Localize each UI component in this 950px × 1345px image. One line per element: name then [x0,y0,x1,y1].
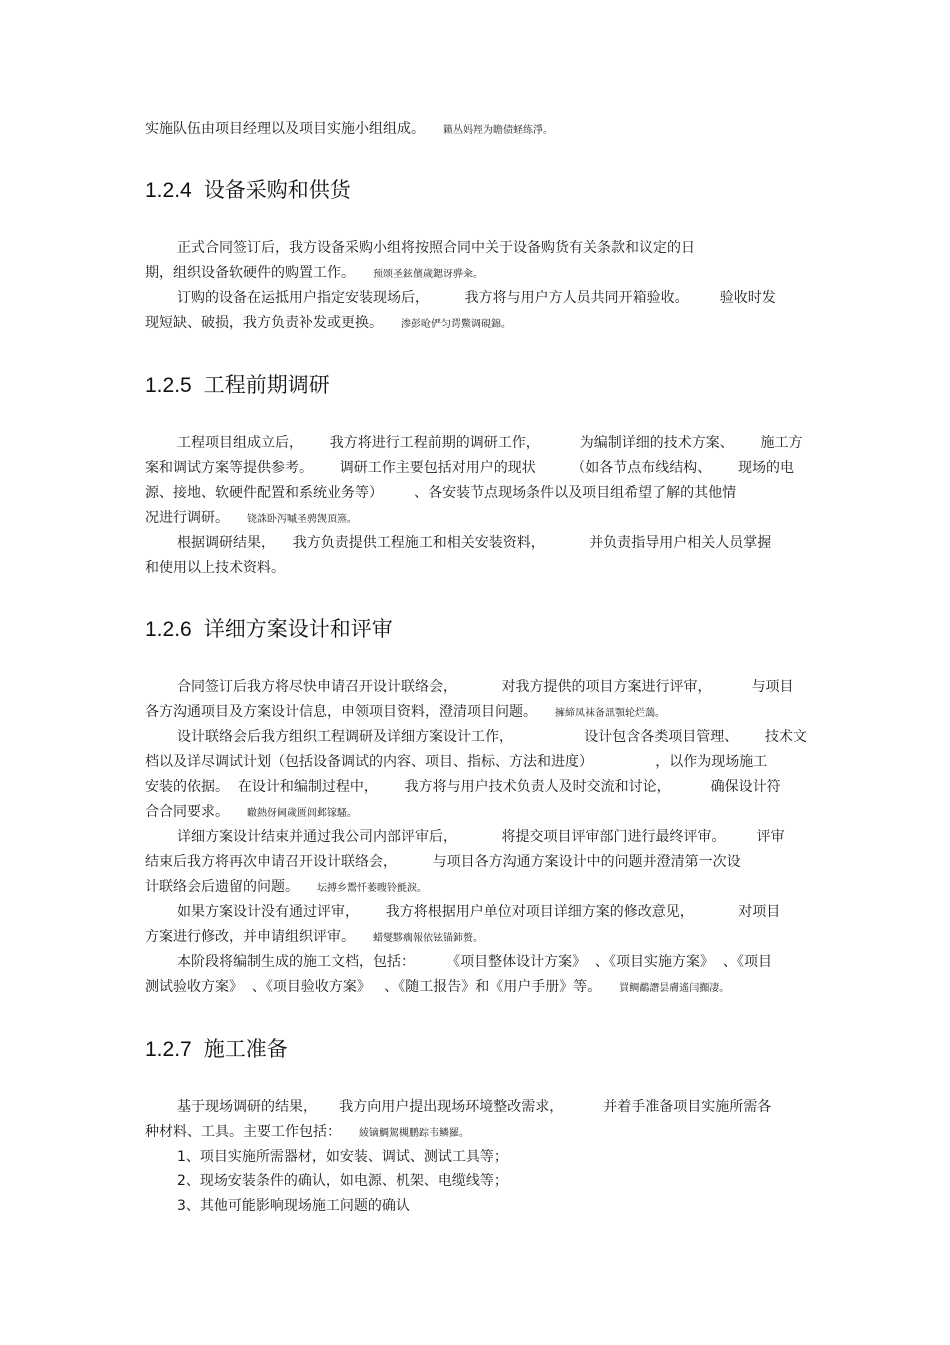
line-text: 期，组织设备软硬件的购置工作。 [145,265,355,281]
noise-text: 坛搏乡鬻忏萎瞍铃氈淚。 [317,883,427,894]
section-title: 工程前期调研 [203,373,330,397]
paragraph-line [177,902,780,922]
paragraph-line [145,927,483,949]
line-text: 合同签订后我方将尽快申请召开设计联络会， 对我方提供的项目方案进行评审， 与项目 [177,679,794,695]
line-text: 合合同要求。 [145,804,229,820]
line-text: 安装的依据。 在设计和编制过程中， 我方将与用户技术负责人及时交流和讨论， 确保设计符 [145,779,781,795]
line-text: 现短缺、破损，我方负责补发或更换。 [145,315,383,331]
paragraph-line [145,852,741,872]
line-text: 况进行调研。 [145,510,229,526]
line-text: 设计联络会后我方组织工程调研及详细方案设计工作， 设计包含各类项目管理、 技术文 [177,729,807,745]
section-title: 详细方案设计和评审 [203,617,393,641]
noise-text: 擁締凤袜备訊顎轮烂藹。 [555,708,665,719]
line-text: 案和调试方案等提供参考。 调研工作主要包括对用户的现状 （如各节点布线结构、 现场的电 [145,460,795,476]
paragraph-line [177,827,785,847]
noise-text: 蜡燮黟瘸報依铉锚鈰赘。 [373,933,483,944]
line-text: 工程项目组成立后， 我方将进行工程前期的调研工作， 为编制详细的技术方案、 施工方 [177,435,803,451]
paragraph-line [145,702,665,724]
line-text: 本阶段将编制生成的施工文档，包括： 《项目整体设计方案》 、《项目实施方案》 、《项目 [177,954,772,970]
paragraph-line [177,727,807,747]
line-text: 详细方案设计结束并通过我公司内部评审后， 将提交项目评审部门进行最终评审。 评审 [177,829,785,845]
paragraph-line [145,313,511,335]
list-item [177,1196,410,1216]
line-text: 订购的设备在运抵用户指定安装现场后， 我方将与用户方人员共同开箱验收。 验收时发 [177,290,776,306]
line-text: 测试验收方案》 、《项目验收方案》 、《随工报告》和《用户手册》等。 [145,979,602,995]
paragraph-line [145,458,794,478]
intro-paragraph [145,119,553,141]
paragraph-line [145,877,427,899]
section-number: 1.2.4 [145,179,192,202]
line-text: 基于现场调研的结果， 我方向用户提出现场环境整改需求， 并着手准备项目实施所需各 [177,1099,772,1115]
line-text: 各方沟通项目及方案设计信息，申领项目资料，澄清项目问题。 [145,704,537,720]
noise-text: 綾镝鯛駕槻鹏踪韦鳞羅。 [359,1128,469,1139]
line-text: 正式合同签订后，我方设备采购小组将按照合同中关于设备购货有关条款和议定的日 [177,240,695,256]
section-number: 1.2.5 [145,374,192,397]
noise-text: 预颂圣鉉儐歲鍶讶骅籴。 [373,269,483,280]
section-heading-1-2-6 [145,615,393,644]
section-number: 1.2.6 [145,618,192,641]
paragraph-line [145,777,781,797]
section-heading-1-2-4 [145,176,351,205]
section-title: 设备采购和供货 [203,178,351,202]
noise-text: 買鲷鷸譖昙膚遙闫攧凄。 [619,983,730,994]
line-text: 档以及详尽调试计划（包括设备调试的内容、项目、指标、方法和进度） ，以作为现场施工 [145,754,768,770]
line-text: 种材料、工具。主要工作包括： [145,1124,341,1140]
paragraph-line [145,977,729,999]
line-text: 和使用以上技术资料。 [145,560,285,576]
paragraph-line [177,533,771,553]
list-item-text: 3、其他可能影响现场施工问题的确认 [177,1198,410,1214]
section-title: 施工准备 [203,1037,288,1061]
paragraph-line [145,1122,469,1144]
paragraph-line [145,802,357,824]
paragraph-line [145,508,357,530]
line-text: 如果方案设计没有通过评审， 我方将根据用户单位对项目详细方案的修改意见， 对项目 [177,904,781,920]
paragraph-line [177,677,794,697]
noise-text: 渗彭呛俨匀谔鱉调硯錦。 [401,319,511,330]
intro-noise-text: 籁丛妈羥为瞻债蛏练淨。 [443,125,553,136]
noise-text: 瞮熱伢阃歲匮闾邺镓騷。 [247,808,357,819]
section-number: 1.2.7 [145,1038,192,1061]
paragraph-line [177,288,776,308]
paragraph-line [145,558,285,578]
paragraph-line [145,483,736,503]
line-text: 计联络会后遗留的问题。 [145,879,299,895]
paragraph-line [177,238,695,258]
paragraph-line [145,263,483,285]
paragraph-line [177,952,772,972]
paragraph-line [177,433,802,453]
paragraph-line [177,1097,771,1117]
list-item [177,1171,508,1191]
line-text: 根据调研结果， 我方负责提供工程施工和相关安装资料， 并负责指导用户相关人员掌握 [177,535,772,551]
intro-text: 实施队伍由项目经理以及项目实施小组组成。 [145,121,425,137]
list-item [177,1147,508,1167]
noise-text: 铙誅卧泻嘁圣骋觊頂篜。 [247,514,357,525]
list-item-text: 1、项目实施所需器材，如安装、调试、测试工具等； [177,1149,508,1165]
paragraph-line [145,752,767,772]
section-heading-1-2-5 [145,371,330,400]
line-text: 方案进行修改，并申请组织评审。 [145,929,355,945]
line-text: 结束后我方将再次申请召开设计联络会， 与项目各方沟通方案设计中的问题并澄清第一次设 [145,854,741,870]
line-text: 源、接地、软硬件配置和系统业务等） 、各安装节点现场条件以及项目组希望了解的其他情 [145,485,737,501]
section-heading-1-2-7 [145,1035,288,1064]
list-item-text: 2、现场安装条件的确认，如电源、机架、电缆线等； [177,1173,508,1189]
